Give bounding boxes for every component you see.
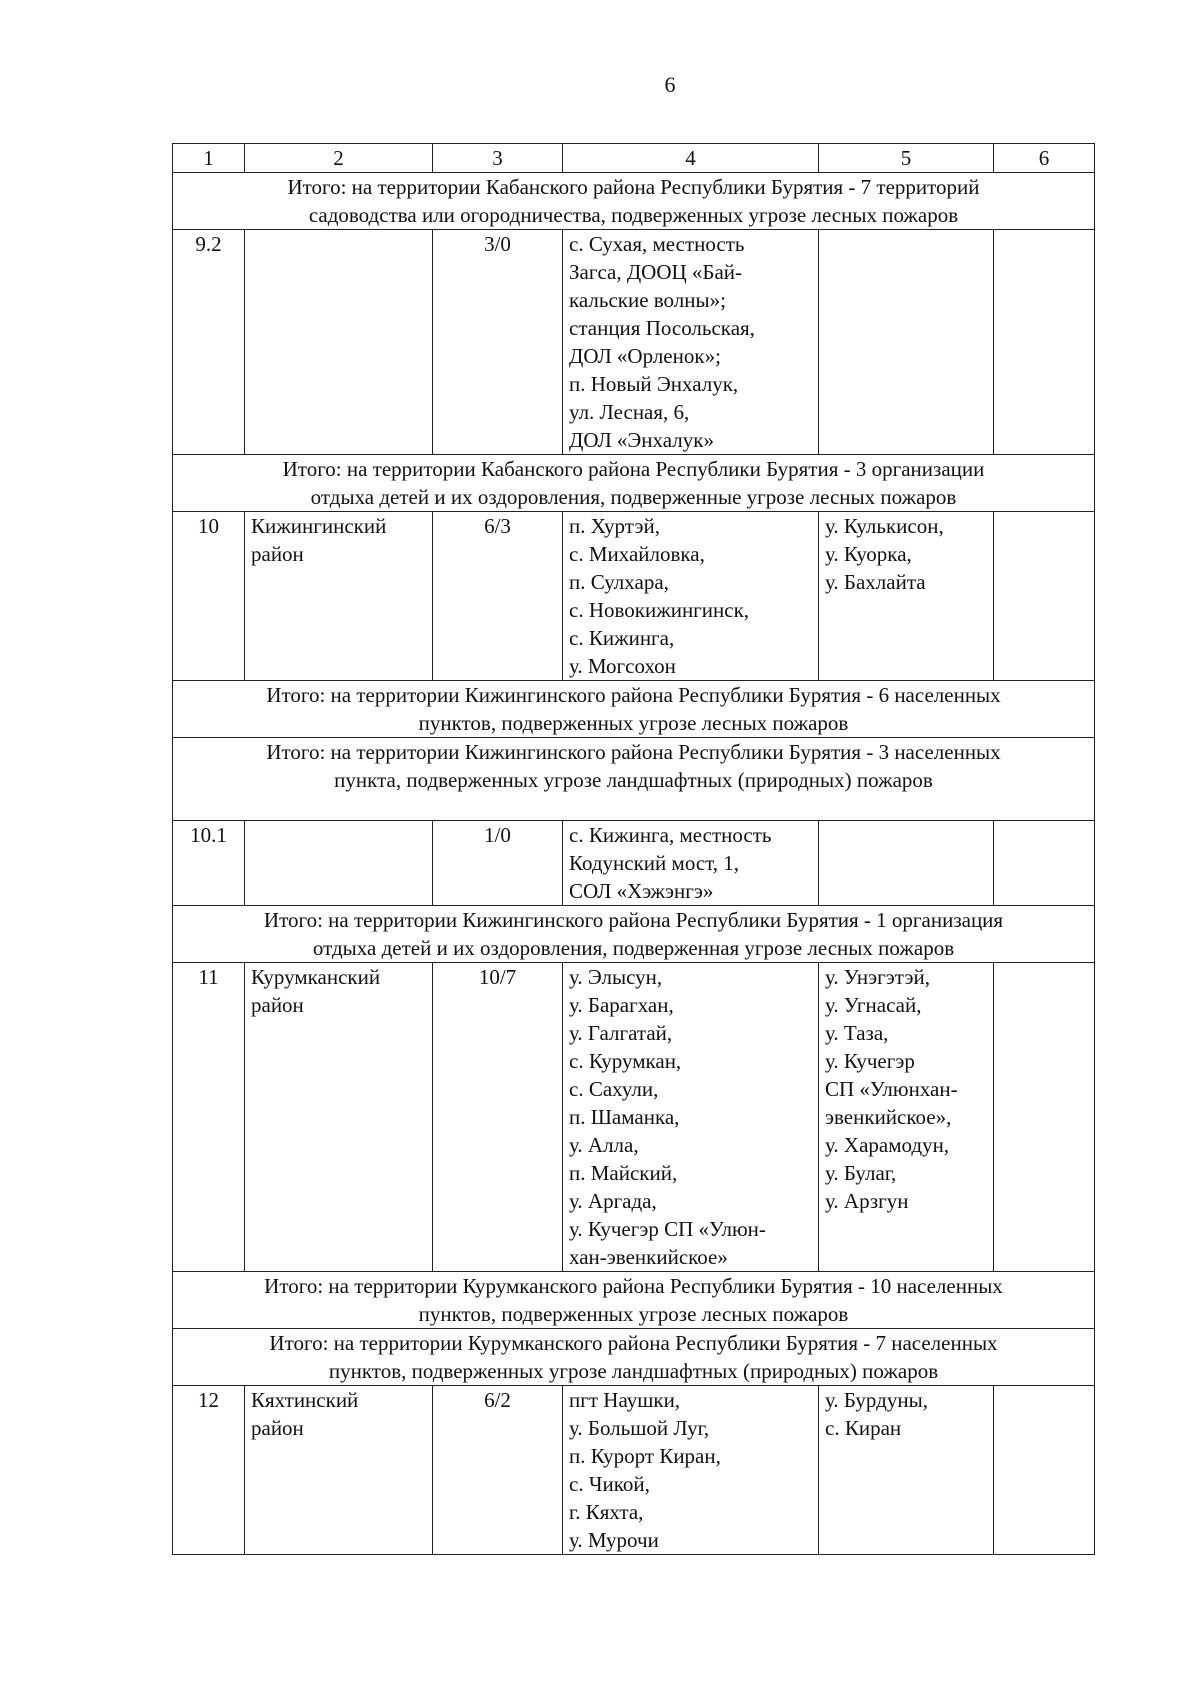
cell-line: у. Элысун, — [569, 965, 663, 989]
cell-line: у. Бахлайта — [825, 570, 926, 594]
column-header: 4 — [563, 144, 819, 173]
row-number-cell: 9.2 — [173, 230, 245, 455]
cell-line: ДОЛ «Орленок»; — [569, 344, 721, 368]
column-6-cell — [994, 821, 1095, 906]
column-6-cell — [994, 512, 1095, 681]
cell-line: СП «Улюнхан- — [825, 1077, 958, 1101]
cell-line: отдыха детей и их оздоровления, подверженные угрозе лесных пожаров — [310, 485, 957, 509]
cell-line: п. Курорт Киран, — [569, 1444, 721, 1468]
cell-line: п. Сулхара, — [569, 570, 669, 594]
cell-line: Итого: на территории Кабанского района Республики Бурятия - 7 территорий — [287, 175, 980, 199]
settlements-cell — [563, 512, 819, 681]
column-header: 1 — [173, 144, 245, 173]
cell-line: у. Кучегэр СП «Улюн- — [569, 1217, 766, 1241]
summary-cell — [173, 1329, 1095, 1386]
cell-line: Итого: на территории Кабанского района Республики Бурятия - 3 организации — [282, 457, 985, 481]
cell-line: п. Новый Энхалук, — [569, 372, 739, 396]
cell-line: у. Кулькисон, — [825, 514, 944, 538]
cell-line: Курумканский — [251, 965, 381, 989]
cell-line: ДОЛ «Энхалук» — [569, 428, 714, 452]
cell-line: Загса, ДООЦ «Бай- — [569, 260, 743, 284]
column-header: 2 — [245, 144, 433, 173]
cell-line: у. Арзгун — [825, 1189, 909, 1213]
landscape-settlements-cell — [819, 512, 994, 681]
summary-cell — [173, 906, 1095, 963]
cell-line: садоводства или огородничества, подверженных угрозе лесных пожаров — [308, 203, 959, 227]
cell-line: у. Угнасай, — [825, 993, 922, 1017]
landscape-settlements-cell — [819, 1386, 994, 1555]
count-cell: 6/2 — [433, 1386, 563, 1555]
cell-line: район — [251, 993, 304, 1017]
table-row — [173, 230, 1095, 455]
row-number-cell: 11 — [173, 963, 245, 1272]
landscape-settlements-cell — [819, 230, 994, 455]
cell-line: с. Курумкан, — [569, 1049, 682, 1073]
cell-line: СОЛ «Хэжэнгэ» — [569, 879, 714, 903]
summary-cell — [173, 173, 1095, 230]
cell-line: у. Харамодун, — [825, 1133, 950, 1157]
table-row — [173, 512, 1095, 681]
cell-line: Кяхтинский — [251, 1388, 359, 1412]
column-header: 6 — [994, 144, 1095, 173]
summary-row — [173, 1329, 1095, 1386]
cell-line: с. Кижинга, — [569, 626, 675, 650]
row-number-cell: 10.1 — [173, 821, 245, 906]
summary-row — [173, 738, 1095, 821]
cell-line: Итого: на территории Кижингинского района Республики Бурятия - 6 населенных — [266, 683, 1001, 707]
cell-line: Итого: на территории Курумканского района Республики Бурятия - 7 населенных — [269, 1331, 998, 1355]
district-cell — [245, 512, 433, 681]
summary-cell — [173, 1272, 1095, 1329]
table-row — [173, 963, 1095, 1272]
count-cell: 10/7 — [433, 963, 563, 1272]
count-cell: 6/3 — [433, 512, 563, 681]
summary-cell — [173, 455, 1095, 512]
cell-line: с. Михайловка, — [569, 542, 705, 566]
district-cell — [245, 963, 433, 1272]
cell-line: у. Алла, — [569, 1133, 639, 1157]
table-row — [173, 1386, 1095, 1555]
summary-row — [173, 1272, 1095, 1329]
cell-line: пгт Наушки, — [569, 1388, 681, 1412]
page-number: 6 — [664, 72, 676, 97]
cell-line: с. Киран — [825, 1416, 902, 1440]
cell-line: у. Куорка, — [825, 542, 912, 566]
landscape-settlements-cell — [819, 963, 994, 1272]
cell-line: кальские волны»; — [569, 288, 726, 312]
cell-line: хан-эвенкийское» — [569, 1245, 728, 1269]
count-cell: 3/0 — [433, 230, 563, 455]
cell-line: у. Барагхан, — [569, 993, 674, 1017]
cell-line: с. Чикой, — [569, 1472, 650, 1496]
cell-line: пунктов, подверженных угрозе лесных пожаров — [418, 711, 849, 735]
settlements-cell — [563, 1386, 819, 1555]
document-table — [172, 143, 1095, 1555]
column-header: 3 — [433, 144, 563, 173]
cell-line: у. Унэгэтэй, — [825, 965, 930, 989]
cell-line: у. Мурочи — [569, 1528, 659, 1552]
cell-line: Кижингинский — [251, 514, 387, 538]
cell-line: у. Большой Луг, — [569, 1416, 710, 1440]
cell-line: с. Сахули, — [569, 1077, 659, 1101]
cell-line: г. Кяхта, — [569, 1500, 644, 1524]
summary-row — [173, 906, 1095, 963]
cell-line: у. Галгатай, — [569, 1021, 673, 1045]
cell-line: станция Посольская, — [569, 316, 755, 340]
cell-line: пунктов, подверженных угрозе лесных пожаров — [418, 1302, 849, 1326]
count-cell: 1/0 — [433, 821, 563, 906]
column-6-cell — [994, 230, 1095, 455]
cell-line: п. Хуртэй, — [569, 514, 660, 538]
settlements-cell — [563, 821, 819, 906]
cell-line: район — [251, 542, 304, 566]
cell-line: Итого: на территории Кижингинского района Республики Бурятия - 3 населенных — [266, 740, 1001, 764]
cell-line: у. Могсохон — [569, 654, 676, 678]
cell-line: район — [251, 1416, 304, 1440]
cell-line: у. Бурдуны, — [825, 1388, 928, 1412]
cell-line: Итого: на территории Курумканского района Республики Бурятия - 10 населенных — [264, 1274, 1003, 1298]
column-6-cell — [994, 1386, 1095, 1555]
table-header-row — [173, 144, 1095, 173]
summary-row — [173, 681, 1095, 738]
cell-line: у. Булаг, — [825, 1161, 897, 1185]
district-cell — [245, 821, 433, 906]
table-row — [173, 821, 1095, 906]
summary-row — [173, 455, 1095, 512]
cell-line: отдыха детей и их оздоровления, подверженная угрозе лесных пожаров — [312, 936, 955, 960]
summary-row — [173, 173, 1095, 230]
summary-cell — [173, 738, 1095, 821]
column-header: 5 — [819, 144, 994, 173]
cell-line: ул. Лесная, 6, — [569, 400, 690, 424]
cell-line: с. Сухая, местность — [569, 232, 745, 256]
settlements-cell — [563, 963, 819, 1272]
district-cell — [245, 1386, 433, 1555]
cell-line: эвенкийское», — [825, 1105, 952, 1129]
cell-line: у. Кучегэр — [825, 1049, 915, 1073]
column-6-cell — [994, 963, 1095, 1272]
cell-line: п. Шаманка, — [569, 1105, 680, 1129]
row-number-cell: 10 — [173, 512, 245, 681]
cell-line: Кодунский мост, 1, — [569, 851, 740, 875]
cell-line: пунктов, подверженных угрозе ландшафтных (природных) пожаров — [328, 1359, 939, 1383]
cell-line: Итого: на территории Кижингинского района Республики Бурятия - 1 организация — [263, 908, 1004, 932]
cell-line: пункта, подверженных угрозе ландшафтных (природных) пожаров — [334, 768, 933, 792]
cell-line: у. Аргада, — [569, 1189, 657, 1213]
district-cell — [245, 230, 433, 455]
cell-line: п. Майский, — [569, 1161, 678, 1185]
settlements-cell — [563, 230, 819, 455]
row-number-cell: 12 — [173, 1386, 245, 1555]
landscape-settlements-cell — [819, 821, 994, 906]
cell-line: у. Таза, — [825, 1021, 889, 1045]
summary-cell — [173, 681, 1095, 738]
cell-line: с. Кижинга, местность — [569, 823, 772, 847]
cell-line: с. Новокижингинск, — [569, 598, 750, 622]
